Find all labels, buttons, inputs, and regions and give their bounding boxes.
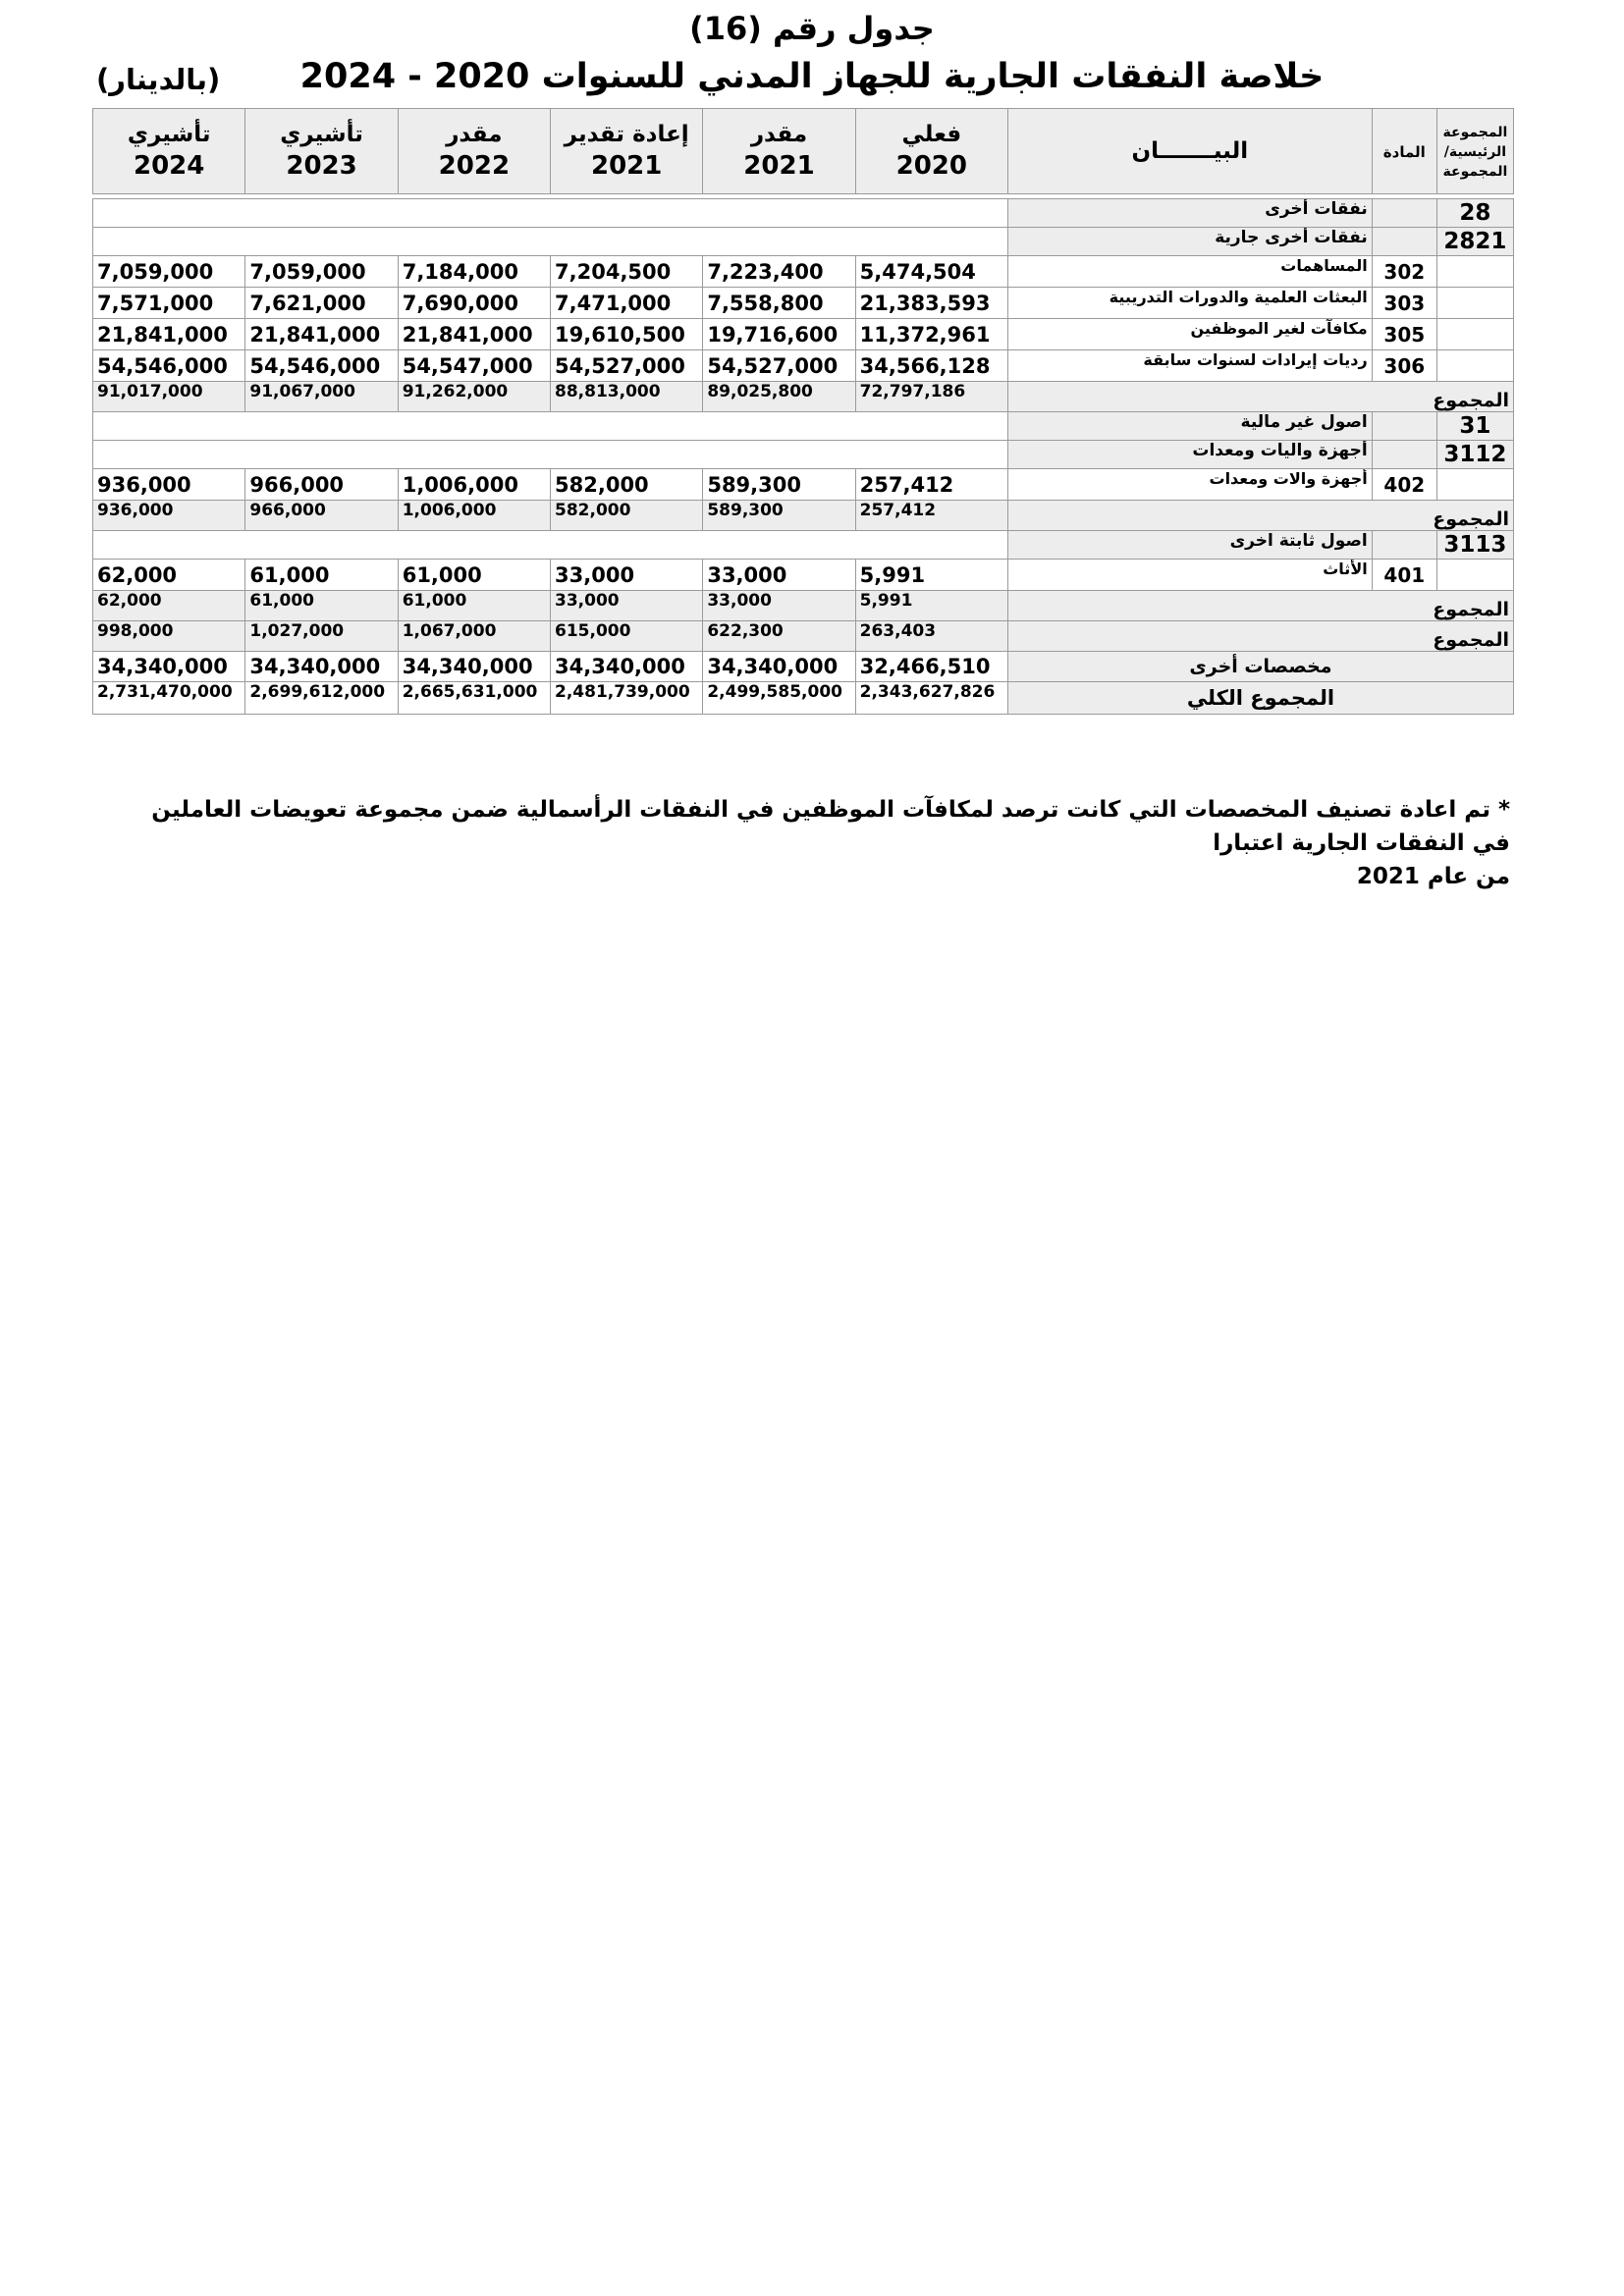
value-cell: 622,300 — [703, 621, 855, 652]
group-code: 28 — [1436, 199, 1513, 228]
value-cell: 54,547,000 — [398, 350, 550, 382]
value-cell: 34,340,000 — [245, 652, 398, 682]
value-cell: 2,665,631,000 — [398, 682, 550, 715]
table-row — [93, 350, 1514, 382]
item-label: البعثات العلمية والدورات التدريبية — [1007, 288, 1372, 319]
value-cell: 966,000 — [245, 469, 398, 501]
empty-cell — [1436, 469, 1513, 501]
value-cell: 257,412 — [855, 501, 1007, 531]
value-cell: 7,621,000 — [245, 288, 398, 319]
item-code: 303 — [1372, 288, 1436, 319]
expenditure-table — [92, 108, 1514, 715]
value-cell: 91,017,000 — [93, 382, 245, 412]
value-cell: 582,000 — [551, 469, 703, 501]
value-cell: 32,466,510 — [855, 652, 1007, 682]
empty-cell — [1372, 412, 1436, 441]
value-cell: 1,006,000 — [398, 469, 550, 501]
table-row — [93, 560, 1514, 591]
item-label: المساهمات — [1007, 256, 1372, 288]
value-cell: 54,527,000 — [703, 350, 855, 382]
subtotal-label: المجموع — [1007, 382, 1513, 412]
value-cell: 7,184,000 — [398, 256, 550, 288]
value-cell: 34,340,000 — [703, 652, 855, 682]
section-label: أجهزة واليات ومعدات — [1007, 441, 1372, 469]
header-2021-reestimate: إعادة تقدير 2021 — [551, 109, 703, 194]
value-cell: 34,340,000 — [551, 652, 703, 682]
header-2022-estimate: مقدر 2022 — [398, 109, 550, 194]
section-label: نفقات أخرى — [1007, 199, 1372, 228]
section-row-2821 — [93, 228, 1514, 256]
value-cell: 2,343,627,826 — [855, 682, 1007, 715]
header-row — [93, 109, 1514, 194]
value-cell: 61,000 — [398, 591, 550, 621]
header-group: المجموعة الرئيسية/ المجموعة — [1436, 109, 1513, 194]
section-label: اصول غير مالية — [1007, 412, 1372, 441]
value-cell: 7,059,000 — [93, 256, 245, 288]
empty-cell — [1372, 441, 1436, 469]
empty-cell — [93, 441, 1008, 469]
value-cell: 7,059,000 — [245, 256, 398, 288]
value-cell: 1,006,000 — [398, 501, 550, 531]
group-code: 31 — [1436, 412, 1513, 441]
table-row — [93, 288, 1514, 319]
grand-total-label: المجموع الكلي — [1007, 682, 1513, 715]
value-cell: 33,000 — [551, 591, 703, 621]
empty-cell — [1436, 288, 1513, 319]
section-row-3112 — [93, 441, 1514, 469]
value-cell: 2,499,585,000 — [703, 682, 855, 715]
item-label: مكافآت لغير الموظفين — [1007, 319, 1372, 350]
empty-cell — [93, 228, 1008, 256]
value-cell: 1,067,000 — [398, 621, 550, 652]
empty-cell — [1436, 319, 1513, 350]
header-2020-actual: فعلي 2020 — [855, 109, 1007, 194]
item-code: 401 — [1372, 560, 1436, 591]
footnote — [116, 793, 1510, 893]
value-cell: 19,610,500 — [551, 319, 703, 350]
value-cell: 263,403 — [855, 621, 1007, 652]
value-cell: 72,797,186 — [855, 382, 1007, 412]
value-cell: 615,000 — [551, 621, 703, 652]
value-cell: 33,000 — [703, 591, 855, 621]
subtotal-label: المجموع — [1007, 501, 1513, 531]
item-code: 402 — [1372, 469, 1436, 501]
subtotal-label: المجموع — [1007, 621, 1513, 652]
value-cell: 11,372,961 — [855, 319, 1007, 350]
value-cell: 936,000 — [93, 469, 245, 501]
value-cell: 998,000 — [93, 621, 245, 652]
value-cell: 589,300 — [703, 501, 855, 531]
value-cell: 966,000 — [245, 501, 398, 531]
value-cell: 7,558,800 — [703, 288, 855, 319]
section-label: نفقات أخرى جارية — [1007, 228, 1372, 256]
item-label: رديات إيرادات لسنوات سابقة — [1007, 350, 1372, 382]
value-cell: 7,690,000 — [398, 288, 550, 319]
other-allocations-row — [93, 652, 1514, 682]
value-cell: 7,223,400 — [703, 256, 855, 288]
table-row — [93, 256, 1514, 288]
table-number: جدول رقم (16) — [689, 10, 935, 47]
value-cell: 33,000 — [703, 560, 855, 591]
currency-unit: (بالدينار) — [96, 63, 221, 96]
value-cell: 7,571,000 — [93, 288, 245, 319]
value-cell: 1,027,000 — [245, 621, 398, 652]
subtotal-row — [93, 621, 1514, 652]
item-label: أجهزة والات ومعدات — [1007, 469, 1372, 501]
header-item: المادة — [1372, 109, 1436, 194]
value-cell: 2,481,739,000 — [551, 682, 703, 715]
value-cell: 89,025,800 — [703, 382, 855, 412]
empty-cell — [1372, 199, 1436, 228]
value-cell: 19,716,600 — [703, 319, 855, 350]
value-cell: 5,474,504 — [855, 256, 1007, 288]
value-cell: 21,841,000 — [93, 319, 245, 350]
value-cell: 91,262,000 — [398, 382, 550, 412]
header-2021-estimate: مقدر 2021 — [703, 109, 855, 194]
other-allocations-label: مخصصات أخرى — [1007, 652, 1513, 682]
value-cell: 7,471,000 — [551, 288, 703, 319]
value-cell: 21,841,000 — [398, 319, 550, 350]
section-row-28 — [93, 199, 1514, 228]
group-code: 3113 — [1436, 531, 1513, 560]
empty-cell — [1436, 560, 1513, 591]
value-cell: 2,699,612,000 — [245, 682, 398, 715]
item-code: 306 — [1372, 350, 1436, 382]
section-row-31 — [93, 412, 1514, 441]
value-cell: 582,000 — [551, 501, 703, 531]
empty-cell — [1436, 350, 1513, 382]
subtotal-row — [93, 382, 1514, 412]
grand-total-row — [93, 682, 1514, 715]
group-code: 3112 — [1436, 441, 1513, 469]
header-2024-indicative: تأشيري 2024 — [93, 109, 245, 194]
value-cell: 61,000 — [245, 560, 398, 591]
value-cell: 34,340,000 — [398, 652, 550, 682]
empty-cell — [1436, 256, 1513, 288]
empty-cell — [93, 199, 1008, 228]
value-cell: 54,527,000 — [551, 350, 703, 382]
group-code: 2821 — [1436, 228, 1513, 256]
empty-cell — [93, 531, 1008, 560]
subtotal-row — [93, 591, 1514, 621]
value-cell: 33,000 — [551, 560, 703, 591]
subtotal-label: المجموع — [1007, 591, 1513, 621]
page-title: خلاصة النفقات الجارية للجهاز المدني للسنوات 2020 - 2024 — [299, 57, 1325, 96]
value-cell: 21,841,000 — [245, 319, 398, 350]
value-cell: 936,000 — [93, 501, 245, 531]
table-row — [93, 319, 1514, 350]
item-label: الأثاث — [1007, 560, 1372, 591]
value-cell: 62,000 — [93, 591, 245, 621]
header-2023-indicative: تأشيري 2023 — [245, 109, 398, 194]
footnote-line-2: من عام 2021 — [1356, 864, 1510, 889]
value-cell: 34,566,128 — [855, 350, 1007, 382]
value-cell: 7,204,500 — [551, 256, 703, 288]
subtotal-row — [93, 501, 1514, 531]
value-cell: 21,383,593 — [855, 288, 1007, 319]
empty-cell — [93, 412, 1008, 441]
footnote-line-1: * تم اعادة تصنيف المخصصات التي كانت ترصد لمكافآت الموظفين في النفقات الرأسمالية ضمن مجموعة تعويضات العاملين في النفقات الجارية اعتبارا — [151, 797, 1510, 856]
table-row — [93, 469, 1514, 501]
value-cell: 61,000 — [398, 560, 550, 591]
value-cell: 257,412 — [855, 469, 1007, 501]
item-code: 302 — [1372, 256, 1436, 288]
value-cell: 61,000 — [245, 591, 398, 621]
value-cell: 34,340,000 — [93, 652, 245, 682]
value-cell: 589,300 — [703, 469, 855, 501]
value-cell: 54,546,000 — [93, 350, 245, 382]
empty-cell — [1372, 531, 1436, 560]
value-cell: 2,731,470,000 — [93, 682, 245, 715]
value-cell: 62,000 — [93, 560, 245, 591]
value-cell: 5,991 — [855, 591, 1007, 621]
section-row-3113 — [93, 531, 1514, 560]
value-cell: 54,546,000 — [245, 350, 398, 382]
value-cell: 91,067,000 — [245, 382, 398, 412]
section-label: اصول ثابتة اخرى — [1007, 531, 1372, 560]
empty-cell — [1372, 228, 1436, 256]
item-code: 305 — [1372, 319, 1436, 350]
header-description: البيـــــــان — [1007, 109, 1372, 194]
value-cell: 88,813,000 — [551, 382, 703, 412]
value-cell: 5,991 — [855, 560, 1007, 591]
